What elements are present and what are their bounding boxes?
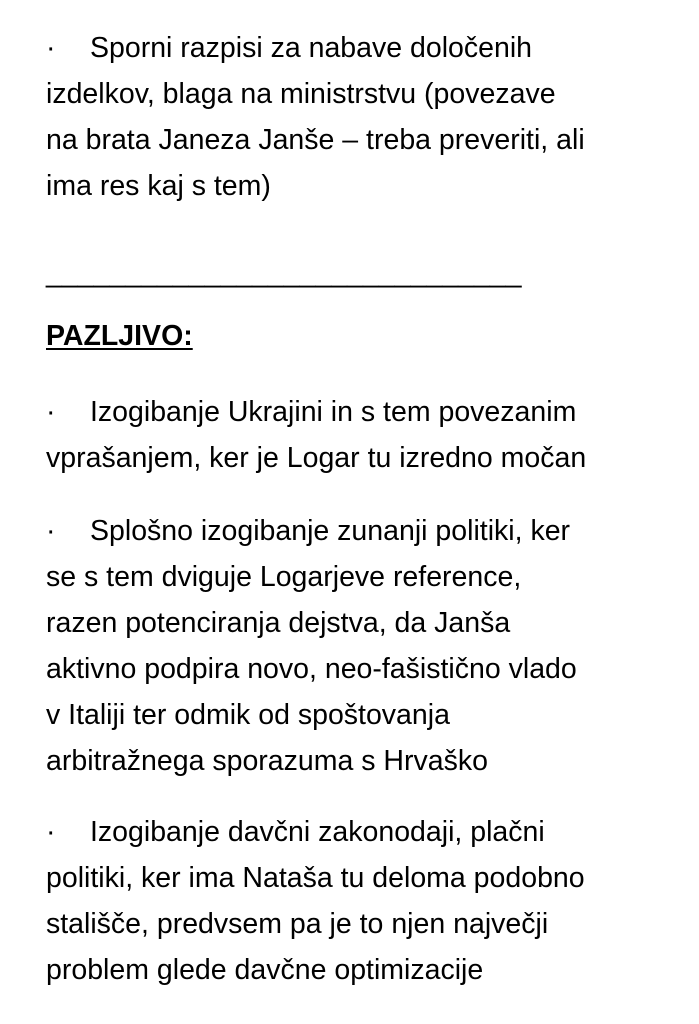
bullet-item-line: izdelkov, blaga na ministrstvu (povezave: [46, 78, 556, 110]
bullet-item-line: ima res kaj s tem): [46, 170, 271, 202]
bullet-item-line: na brata Janeza Janše – treba preveriti, ali: [46, 124, 585, 156]
bullet-glyph: ·: [46, 515, 56, 547]
bullet-item-line: stališče, predvsem pa je to njen največji: [46, 908, 549, 940]
bullet-item-line: v Italiji ter odmik od spoštovanja: [46, 699, 450, 731]
bullet-item-2: [46, 389, 686, 481]
bullet-glyph: ·: [46, 396, 56, 428]
bullet-item-line: politiki, ker ima Nataša tu deloma podobno: [46, 862, 585, 894]
bullet-item-line: · Izogibanje Ukrajini in s tem povezanim: [46, 389, 686, 435]
section-heading: PAZLJIVO:: [46, 320, 193, 352]
bullet-item-line: · Izogibanje davčni zakonodaji, plačni: [46, 809, 686, 855]
bullet-item-line: · Sporni razpisi za nabave določenih: [46, 25, 686, 71]
separator-line: ______________________________: [46, 257, 522, 289]
bullet-glyph: ·: [46, 816, 56, 848]
bullet-item-line: problem glede davčne optimizacije: [46, 954, 484, 986]
bullet-item-1: [46, 25, 686, 209]
bullet-item-line: · Splošno izogibanje zunanji politiki, ker: [46, 508, 686, 554]
bullet-item-4: [46, 809, 686, 993]
bullet-item-line: vprašanjem, ker je Logar tu izredno močan: [46, 442, 587, 474]
bullet-item-line: arbitražnega sporazuma s Hrvaško: [46, 745, 488, 777]
bullet-item-line: se s tem dviguje Logarjeve reference,: [46, 561, 522, 593]
bullet-item-line: aktivno podpira novo, neo-fašistično vlado: [46, 653, 577, 685]
bullet-glyph: ·: [46, 32, 56, 64]
bullet-item-line: razen potenciranja dejstva, da Janša: [46, 607, 511, 639]
bullet-item-3: [46, 508, 686, 784]
